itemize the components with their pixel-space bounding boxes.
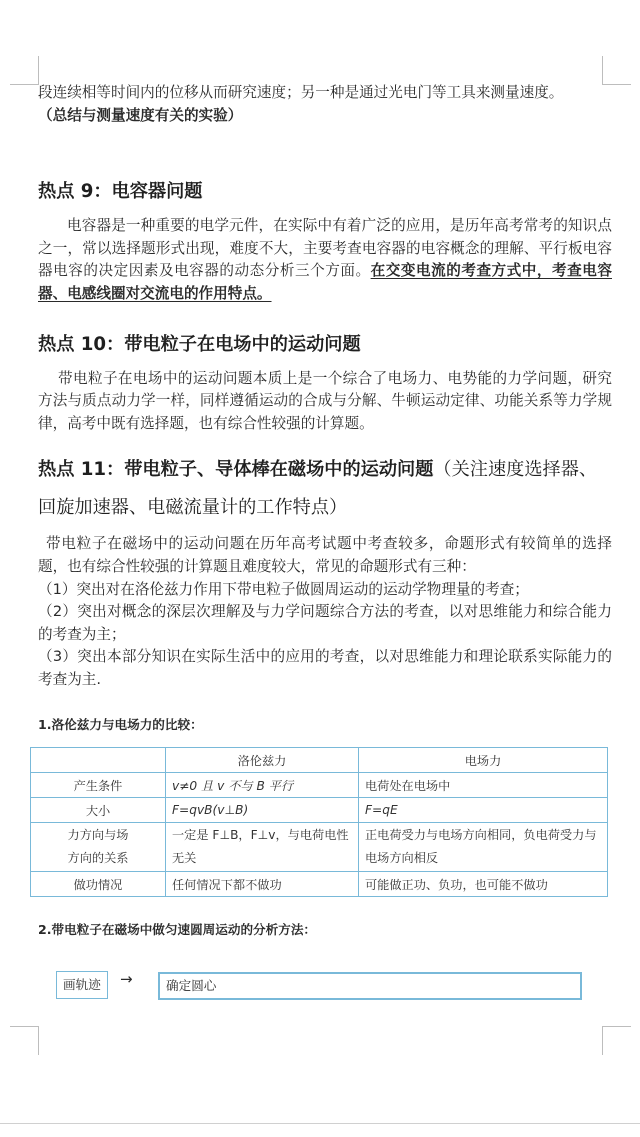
table-cell-lorentz: v≠0 且 v 不与 B 平行 — [166, 773, 359, 798]
table-row — [31, 823, 608, 872]
hotspot-9-text: 电容器是一种重要的电学元件，在实际中有着广泛的应用，是历年高考常考的知识点之一，常以选择题形式出现，难度不大，主要考查电容器的电容概念的理解、平行板电容器电容的决定因素及电容器的动态分析三个方面。 — [38, 217, 612, 280]
table-header-row — [31, 748, 608, 773]
hotspot-9-emphasis: 在交变电流的考查方式中，考查电容器、电感线圈对交流电的作用特点。 — [38, 262, 612, 302]
table-row-label: 产生条件 — [31, 773, 166, 798]
table-cell-electric: 正电荷受力与电场方向相同，负电荷受力与电场方向相反 — [359, 823, 608, 872]
hotspot-11-item-1: （1）突出对在洛伦兹力作用下带电粒子做圆周运动的运动学物理量的考查； — [38, 580, 529, 598]
table-cell-lorentz: 任何情况下都不做功 — [166, 872, 359, 897]
hotspot-11-title-note: （关注速度选择器、回旋加速器、电磁流量计的工作特点） — [38, 459, 598, 519]
section-2-title: 2.带电粒子在磁场中做匀速圆周运动的分析方法： — [38, 922, 317, 937]
flow-step-draw-trajectory: 画轨迹 — [56, 971, 108, 999]
hotspot-9-paragraph — [38, 215, 612, 305]
page-bottom-divider — [0, 1123, 640, 1124]
section-1-title: 1.洛伦兹力与电场力的比较： — [38, 716, 203, 732]
crop-mark-top-right — [602, 56, 631, 85]
hotspot-10-title: 热点 10：带电粒子在电场中的运动问题 — [38, 333, 361, 355]
table-corner-cell — [31, 748, 166, 773]
table-cell-lorentz: F=qvB(v⊥B) — [166, 798, 359, 823]
table-row-label: 做功情况 — [31, 872, 166, 897]
hotspot-11-title-main: 热点 11：带电粒子、导体棒在磁场中的运动问题 — [38, 459, 434, 481]
table-cell-electric: 电荷处在电场中 — [359, 773, 608, 798]
hotspot-9-title: 热点 9：电容器问题 — [38, 181, 203, 203]
table-row-label-line-1: 力方向与场 — [67, 828, 129, 842]
table-row-label — [31, 823, 166, 872]
table-cell-electric: 可能做正功、负功，也可能不做功 — [359, 872, 608, 897]
table-row-label: 大小 — [31, 798, 166, 823]
table-header-lorentz: 洛伦兹力 — [166, 748, 359, 773]
flow-arrow-icon: → — [120, 970, 133, 988]
crop-mark-bottom-right — [602, 1026, 631, 1055]
intro-line-1: 段连续相等时间内的位移从而研究速度；另一种是通过光电门等工具来测量速度。 — [38, 84, 564, 101]
table-row — [31, 872, 608, 897]
hotspot-10-paragraph: 带电粒子在电场中的运动问题本质上是一个综合了电场力、电势能的力学问题，研究方法与质点动力学一样，同样遵循运动的合成与分解、牛顿运动定律、功能关系等力学规律，高考中既有选择题，也有综合性较强的计算题。 — [38, 369, 612, 432]
table-row-label-line-2: 方向的关系 — [67, 851, 129, 865]
lorentz-vs-electric-force-table — [30, 747, 608, 897]
intro-line-2: （总结与测量速度有关的实验） — [38, 106, 243, 124]
table-row — [31, 798, 608, 823]
document-page — [38, 82, 612, 733]
table-cell-lorentz: 一定是 F⊥B，F⊥v，与电荷电性无关 — [166, 823, 359, 872]
hotspot-11-item-2: （2）突出对概念的深层次理解及与力学问题综合方法的考查，以对思维能力和综合能力的考查为主； — [38, 603, 612, 643]
flow-step-find-center: 确定圆心 — [158, 972, 582, 1000]
table-cell-electric: F=qE — [359, 798, 608, 823]
table-row — [31, 773, 608, 798]
hotspot-11-title — [38, 451, 612, 527]
crop-mark-bottom-left — [10, 1026, 39, 1055]
table-header-electric: 电场力 — [359, 748, 608, 773]
hotspot-11-item-3: （3）突出本部分知识在实际生活中的应用的考查，以对思维能力和理论联系实际能力的考查为主. — [38, 648, 612, 688]
crop-mark-top-left — [10, 56, 39, 85]
hotspot-11-paragraph: 带电粒子在磁场中的运动问题在历年高考试题中考查较多，命题形式有较简单的选择题，也有综合性较强的计算题且难度较大，常见的命题形式有三种： — [38, 535, 612, 575]
